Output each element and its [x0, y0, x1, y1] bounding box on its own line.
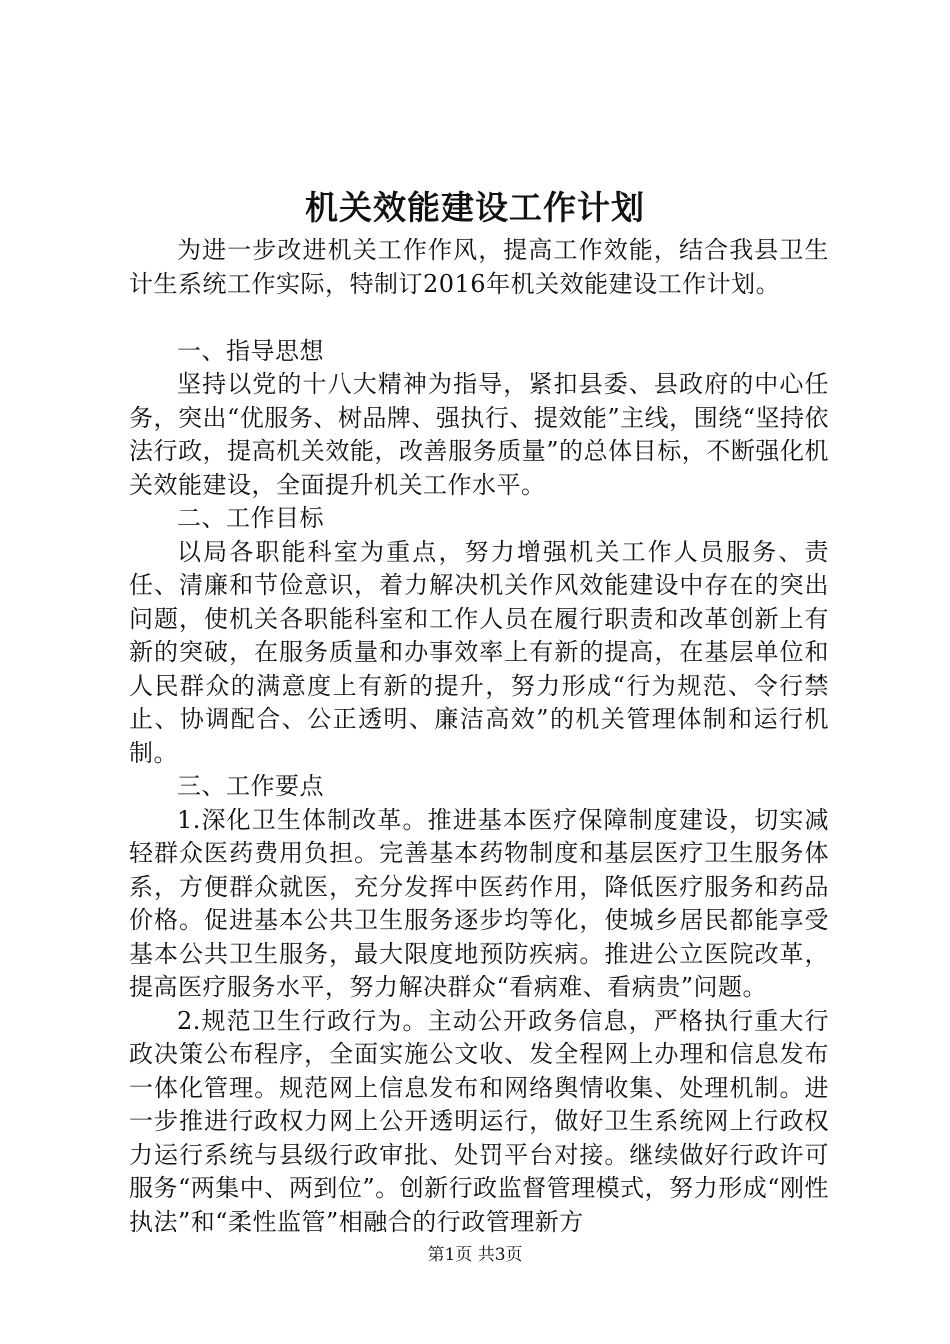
section-heading-work-goals: 二、工作目标: [177, 504, 324, 532]
page-footer: 第1页 共3页: [427, 1245, 523, 1265]
section-paragraph: 2.规范卫生行政行为。主动公开政务信息，严格执行重大行政决策公布程序，全面实施公文收、发全程网上办理和信息发布一体化管理。规范网上信息发布和网络舆情收集、处理机制。进一步推进行政权力网上公开透明运行，做好卫生系统网上行政权力运行系统与县级行政审批、处罚平台对接。继续做好行政许可服务“两集中、两到位”。创新行政监督管理模式，努力形成“刚性执法”和“柔性监管”相融合的行政管理新方: [129, 1006, 829, 1236]
document-body: [129, 234, 829, 1239]
section-heading-work-points: 三、工作要点: [177, 772, 324, 800]
section-paragraph: 以局各职能科室为重点，努力增强机关工作人员服务、责任、清廉和节俭意识，着力解决机关作风效能建设中存在的突出问题，使机关各职能科室和工作人员在履行职责和改革创新上有新的突破，在服务质量和办事效率上有新的提高，在基层单位和人民群众的满意度上有新的提升，努力形成“行为规范、令行禁止、协调配合、公正透明、廉洁高效”的机关管理体制和运行机制。: [129, 537, 829, 767]
section-paragraph: 坚持以党的十八大精神为指导，紧扣县委、县政府的中心任务，突出“优服务、树品牌、强执行、提效能”主线，围绕“坚持依法行政，提高机关效能，改善服务质量”的总体目标，不断强化机关效能建设，全面提升机关工作水平。: [129, 370, 829, 499]
intro-paragraph: 为进一步改进机关工作作风，提高工作效能，结合我县卫生计生系统工作实际，特制订2016年机关效能建设工作计划。: [129, 236, 829, 298]
document-title: 机关效能建设工作计划: [305, 188, 645, 227]
section-paragraph: 1.深化卫生体制改革。推进基本医疗保障制度建设，切实减轻群众医药费用负担。完善基本药物制度和基层医疗卫生服务体系，方便群众就医，充分发挥中医药作用，降低医疗服务和药品价格。促进基本公共卫生服务逐步均等化，使城乡居民都能享受基本公共卫生服务，最大限度地预防疾病。推进公立医院改革，提高医疗服务水平，努力解决群众“看病难、看病贵”问题。: [129, 805, 829, 1001]
section-heading-guiding-ideology: 一、指导思想: [177, 336, 324, 365]
